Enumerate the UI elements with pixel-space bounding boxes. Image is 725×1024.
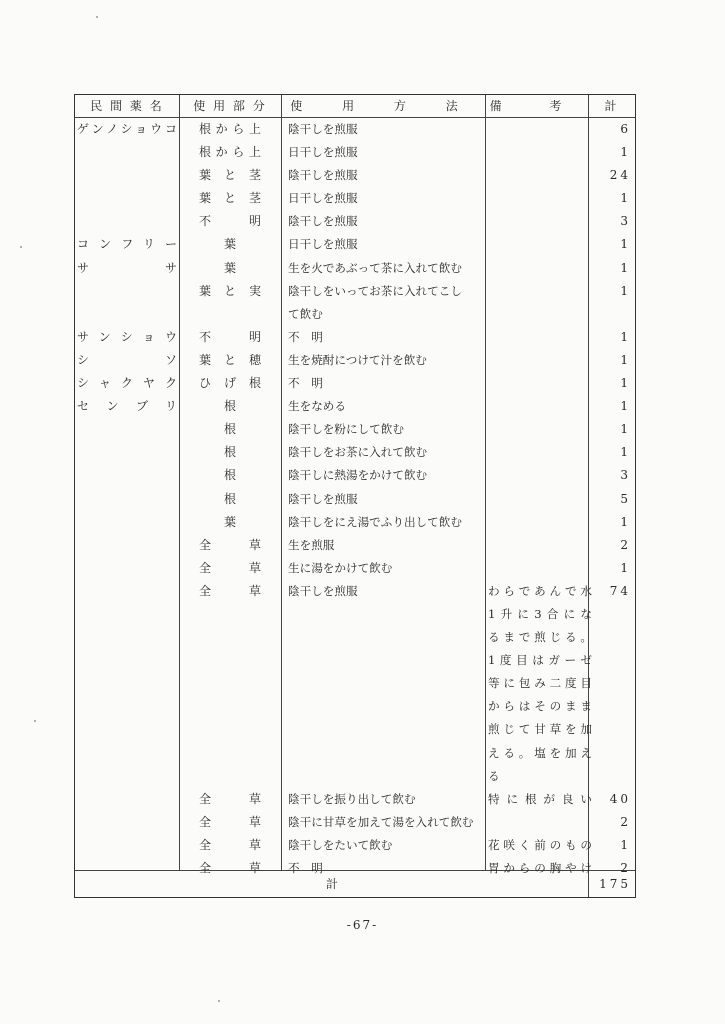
- table-row: [75, 811, 635, 834]
- remedy-table: [74, 94, 636, 898]
- count-cell: 1: [620, 329, 631, 344]
- part-used-cell: 全草: [199, 537, 261, 552]
- remedy-name-cell: シソ: [77, 352, 177, 367]
- part-used-cell: 全草: [199, 560, 261, 575]
- note-cell: [488, 141, 592, 164]
- usage-method-cell: 生を煎服: [288, 537, 335, 552]
- remedy-name-cell: [77, 834, 177, 857]
- usage-method-cell: 陰干しを煎服: [288, 583, 358, 598]
- note-cell: える。塩を加え: [488, 745, 592, 760]
- usage-method-cell: 陰干しをたいて飲む: [288, 837, 393, 852]
- count-cell: [590, 718, 631, 741]
- table-row: [75, 326, 635, 349]
- note-cell: [488, 280, 592, 303]
- count-cell: 1: [620, 422, 631, 437]
- count-cell: [590, 626, 631, 649]
- total-label: 計: [325, 877, 338, 891]
- usage-method-cell: 陰干しを振り出して飲む: [288, 791, 416, 806]
- part-used-cell: [199, 303, 261, 326]
- table-row: [75, 834, 635, 857]
- part-used-cell: [199, 603, 261, 626]
- table-row: [75, 349, 635, 372]
- total-value: 175: [599, 877, 631, 891]
- note-cell: [488, 418, 592, 441]
- part-used-cell: 全草: [199, 861, 261, 875]
- note-cell: [488, 372, 592, 395]
- count-cell: 5: [620, 491, 631, 506]
- part-used-cell: ひげ根: [199, 376, 261, 391]
- page-number: -67-: [346, 918, 379, 932]
- table-row: [75, 280, 635, 303]
- note-cell: 胃からの胸やけ: [488, 861, 592, 875]
- usage-method-cell: 陰干しをお茶に入れて飲む: [288, 445, 428, 460]
- table-row: [75, 395, 635, 418]
- header-count: 計: [604, 99, 619, 113]
- note-cell: [488, 464, 592, 487]
- remedy-name-cell: [77, 695, 177, 718]
- table-row: [75, 464, 635, 487]
- part-used-cell: 根: [223, 468, 236, 483]
- count-cell: 1: [620, 260, 631, 275]
- remedy-name-cell: [77, 418, 177, 441]
- usage-method-cell: 生をなめる: [288, 399, 346, 414]
- part-used-cell: 不明: [199, 329, 261, 344]
- note-cell: [488, 511, 592, 534]
- usage-method-cell: 日干しを煎服: [288, 237, 358, 252]
- remedy-name-cell: [77, 788, 177, 811]
- note-cell: る: [488, 768, 500, 783]
- count-cell: 3: [620, 468, 631, 483]
- remedy-name-cell: [77, 511, 177, 534]
- scan-speck: [34, 720, 36, 722]
- usage-method-cell: [288, 603, 484, 626]
- note-cell: るまで煎じる。: [488, 630, 592, 645]
- count-cell: 74: [609, 583, 631, 598]
- part-used-cell: 葉と茎: [199, 191, 261, 206]
- count-cell: 1: [620, 514, 631, 529]
- header-name: 民 間 薬 名: [90, 99, 164, 113]
- usage-method-cell: 陰干しを粉にして飲む: [288, 422, 404, 437]
- note-cell: [488, 488, 592, 511]
- usage-method-cell: 陰干に甘草を加えて湯を入れて飲む: [288, 814, 474, 829]
- remedy-name-cell: [77, 464, 177, 487]
- usage-method-cell: [288, 626, 484, 649]
- table-body: [75, 118, 635, 880]
- usage-method-cell: 陰干しをにえ湯でふり出して飲む: [288, 514, 462, 529]
- remedy-name-cell: コンフリー: [77, 237, 177, 252]
- count-cell: [590, 765, 631, 788]
- part-used-cell: 葉と穂: [199, 352, 261, 367]
- remedy-name-cell: [77, 580, 177, 603]
- usage-method-cell: 生を焼酎につけて汁を飲む: [288, 352, 427, 367]
- remedy-name-cell: [77, 534, 177, 557]
- count-cell: [590, 649, 631, 672]
- remedy-name-cell: サンショウ: [77, 329, 177, 344]
- note-cell: [488, 118, 592, 141]
- table-row: [75, 141, 635, 164]
- remedy-name-cell: [77, 187, 177, 210]
- count-cell: 1: [620, 237, 631, 252]
- part-used-cell: 根から上: [199, 122, 261, 136]
- count-cell: 1: [620, 352, 631, 367]
- note-cell: [488, 441, 592, 464]
- part-used-cell: 葉と実: [199, 283, 261, 298]
- usage-method-cell: 不 明: [288, 329, 323, 344]
- usage-method-cell: [288, 672, 484, 695]
- table-row: [75, 441, 635, 464]
- remedy-name-cell: ゲンノショウコ: [77, 122, 177, 136]
- part-used-cell: [199, 695, 261, 718]
- count-cell: 1: [620, 399, 631, 414]
- header-method: 使 用 方 法: [290, 99, 476, 113]
- part-used-cell: 全草: [199, 837, 261, 852]
- usage-method-cell: [288, 742, 484, 765]
- scan-speck: [20, 246, 22, 248]
- table-row: [75, 765, 635, 788]
- usage-method-cell: 不 明: [288, 376, 323, 391]
- remedy-name-cell: センブリ: [77, 399, 177, 414]
- usage-method-cell: 生に湯をかけて飲む: [288, 560, 393, 575]
- count-cell: 2: [620, 537, 631, 552]
- total-row: [75, 871, 635, 897]
- table-row: [75, 210, 635, 233]
- usage-method-cell: 陰干しに熱湯をかけて飲む: [288, 468, 428, 483]
- usage-method-cell: て飲む: [288, 306, 323, 321]
- note-cell: わらであんで水: [488, 583, 592, 598]
- remedy-name-cell: [77, 441, 177, 464]
- part-used-cell: 全草: [199, 583, 261, 598]
- part-used-cell: 根: [223, 422, 236, 437]
- count-cell: 2: [620, 814, 631, 829]
- count-cell: [590, 695, 631, 718]
- table-row: [75, 672, 635, 695]
- usage-method-cell: 陰干しを煎服: [288, 168, 358, 183]
- count-cell: 1: [620, 445, 631, 460]
- table-row: [75, 511, 635, 534]
- count-cell: 24: [609, 168, 631, 183]
- table-row: [75, 418, 635, 441]
- note-cell: [488, 303, 592, 326]
- part-used-cell: [199, 765, 261, 788]
- usage-method-cell: [288, 649, 484, 672]
- remedy-name-cell: [77, 210, 177, 233]
- usage-method-cell: 陰干しを煎服: [288, 491, 358, 506]
- usage-method-cell: 陰干しをいってお茶に入れてこし: [288, 283, 462, 298]
- note-cell: [488, 349, 592, 372]
- part-used-cell: 葉: [223, 514, 236, 529]
- table-row: [75, 788, 635, 811]
- count-cell: 2: [620, 861, 631, 875]
- table-row: [75, 580, 635, 603]
- note-cell: 特に根が良い: [488, 791, 592, 806]
- table-row: [75, 372, 635, 395]
- remedy-name-cell: [77, 303, 177, 326]
- note-cell: [488, 811, 592, 834]
- table-row: [75, 626, 635, 649]
- note-cell: 花咲く前のもの: [488, 837, 592, 852]
- remedy-name-cell: シャクヤク: [77, 376, 177, 391]
- table-row: [75, 534, 635, 557]
- part-used-cell: 葉: [223, 237, 236, 252]
- table-row: [75, 118, 635, 141]
- table-row: [75, 718, 635, 741]
- table-row: [75, 257, 635, 280]
- remedy-name-cell: [77, 765, 177, 788]
- usage-method-cell: 日干しを煎服: [288, 145, 358, 160]
- count-cell: 3: [620, 214, 631, 229]
- remedy-name-cell: [77, 672, 177, 695]
- header-part: 使 用 部 分: [193, 99, 267, 113]
- remedy-name-cell: [77, 626, 177, 649]
- remedy-name-cell: [77, 742, 177, 765]
- scan-speck: [218, 1000, 220, 1002]
- part-used-cell: 葉: [223, 260, 236, 275]
- count-cell: 6: [620, 122, 631, 136]
- remedy-name-cell: [77, 811, 177, 834]
- count-cell: 1: [620, 145, 631, 160]
- note-cell: [488, 233, 592, 256]
- note-cell: 等に包み二度目: [488, 676, 592, 691]
- count-cell: 1: [620, 560, 631, 575]
- table-row: [75, 187, 635, 210]
- table-row: [75, 164, 635, 187]
- note-cell: [488, 326, 592, 349]
- count-cell: [590, 672, 631, 695]
- remedy-name-cell: [77, 557, 177, 580]
- part-used-cell: [199, 672, 261, 695]
- remedy-name-cell: [77, 649, 177, 672]
- usage-method-cell: [288, 765, 484, 788]
- part-used-cell: 根: [223, 399, 236, 414]
- note-cell: [488, 187, 592, 210]
- part-used-cell: 根: [223, 445, 236, 460]
- usage-method-cell: 陰干しを煎服: [288, 122, 358, 136]
- table-row: [75, 695, 635, 718]
- table-row: [75, 603, 635, 626]
- part-used-cell: [199, 626, 261, 649]
- part-used-cell: 不明: [199, 214, 261, 229]
- part-used-cell: [199, 742, 261, 765]
- note-cell: 1度目はガーゼ: [488, 653, 592, 668]
- scan-speck: [96, 16, 98, 18]
- count-cell: [590, 742, 631, 765]
- table-row: [75, 557, 635, 580]
- note-cell: [488, 164, 592, 187]
- table-row: [75, 233, 635, 256]
- note-cell: 煎じて甘草を加: [488, 722, 592, 737]
- usage-method-cell: 陰干しを煎服: [288, 214, 358, 229]
- remedy-name-cell: [77, 164, 177, 187]
- count-cell: 1: [620, 191, 631, 206]
- count-cell: 1: [620, 837, 631, 852]
- part-used-cell: [199, 649, 261, 672]
- note-cell: 1升に3合にな: [488, 606, 592, 621]
- note-cell: からはそのまま: [488, 699, 592, 714]
- remedy-name-cell: ササ: [77, 260, 177, 275]
- table-row: [75, 303, 635, 326]
- note-cell: [488, 534, 592, 557]
- count-cell: [590, 303, 631, 326]
- part-used-cell: 全草: [199, 791, 261, 806]
- part-used-cell: [199, 718, 261, 741]
- note-cell: [488, 395, 592, 418]
- remedy-name-cell: [77, 718, 177, 741]
- header-note: 備 考: [489, 99, 584, 113]
- table-row: [75, 649, 635, 672]
- remedy-name-cell: [77, 141, 177, 164]
- note-cell: [488, 257, 592, 280]
- part-used-cell: 根から上: [199, 145, 261, 160]
- usage-method-cell: 生を火であぶって茶に入れて飲む: [288, 260, 462, 275]
- count-cell: 1: [620, 376, 631, 391]
- usage-method-cell: [288, 695, 484, 718]
- note-cell: [488, 557, 592, 580]
- part-used-cell: 葉と茎: [199, 168, 261, 183]
- remedy-name-cell: [77, 488, 177, 511]
- remedy-name-cell: [77, 603, 177, 626]
- usage-method-cell: 不 明: [288, 861, 323, 875]
- table-row: [75, 742, 635, 765]
- usage-method-cell: 日干しを煎服: [288, 191, 358, 206]
- count-cell: 1: [620, 283, 631, 298]
- count-cell: 40: [609, 791, 631, 806]
- part-used-cell: 全草: [199, 814, 261, 829]
- table-row: [75, 488, 635, 511]
- remedy-name-cell: [77, 280, 177, 303]
- usage-method-cell: [288, 718, 484, 741]
- note-cell: [488, 210, 592, 233]
- count-cell: [590, 603, 631, 626]
- part-used-cell: 根: [223, 491, 236, 506]
